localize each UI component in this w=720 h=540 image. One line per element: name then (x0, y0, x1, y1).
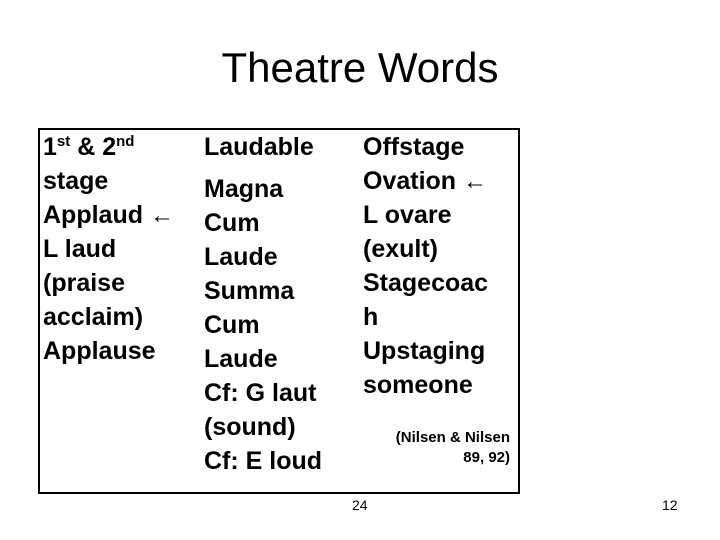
slide-title: Theatre Words (221, 44, 499, 91)
citation-line-1: (Nilsen & Nilsen (395, 429, 510, 446)
ampersand: & (70, 133, 103, 161)
word-applaud-line (43, 198, 174, 232)
left-arrow-icon: ← (463, 168, 488, 195)
page-number-right: 12 (662, 497, 678, 513)
word-stage: stage (43, 167, 109, 195)
left-arrow-icon: ← (149, 202, 174, 229)
word-ovation: Ovation (363, 167, 457, 195)
citation-line-2: 89, 92) (463, 449, 510, 466)
stage-line (43, 130, 174, 164)
word-applause: Applause (43, 337, 156, 365)
column-laude (204, 130, 322, 478)
list-item: Laude (204, 345, 278, 373)
word-l-ovare: L ovare (363, 201, 452, 229)
list-item: Cum (204, 209, 260, 237)
list-item: Laude (204, 243, 278, 271)
ordinal-first: 1 (43, 133, 57, 161)
word-acclaim: acclaim) (43, 303, 144, 331)
list-item: Summa (204, 277, 295, 305)
list-item: Cf: G laut (204, 379, 317, 407)
list-item: Cum (204, 311, 260, 339)
word-offstage: Offstage (363, 133, 465, 161)
ordinal-second: 2 (102, 133, 117, 161)
ordinal-first-suffix: st (56, 133, 71, 150)
page-number-left: 24 (352, 497, 368, 513)
column-etymology-applaud (43, 130, 174, 368)
list-item: Laudable (204, 133, 314, 161)
list-item: Magna (204, 175, 284, 203)
word-applaud: Applaud (43, 201, 143, 229)
word-ovation-line (363, 164, 488, 198)
citation (372, 428, 510, 468)
word-l-laud: L laud (43, 235, 117, 263)
list-item: (sound) (204, 413, 296, 441)
word-exult: (exult) (363, 235, 438, 263)
word-h: h (363, 303, 379, 331)
word-praise: (praise (43, 269, 125, 297)
spacer (204, 164, 322, 172)
word-stagecoac: Stagecoac (363, 269, 489, 297)
list-item: Cf: E loud (204, 447, 323, 475)
word-upstaging: Upstaging (363, 337, 486, 365)
word-someone: someone (363, 371, 473, 399)
ordinal-second-suffix: nd (116, 133, 135, 150)
column-ovation (363, 130, 488, 402)
